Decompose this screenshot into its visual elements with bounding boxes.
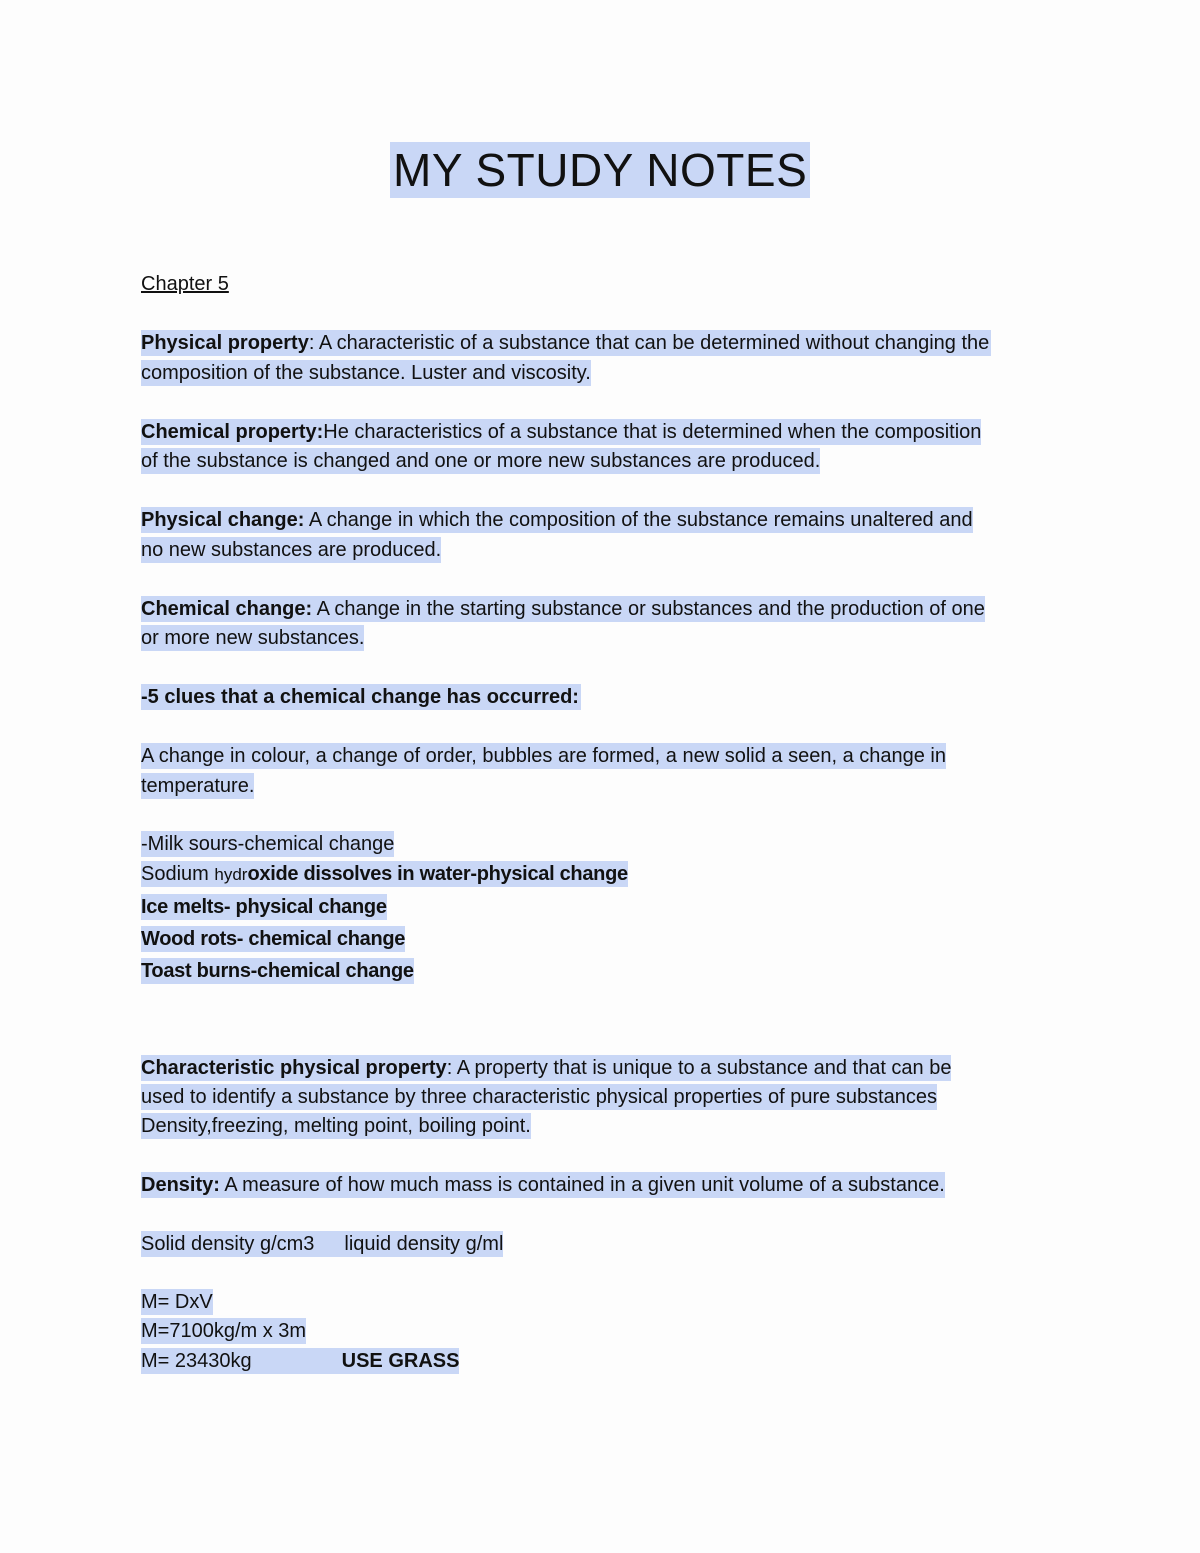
density-line [141,1172,945,1198]
chemical-property-definition: He characteristics of a substance that is determined when the composition [323,421,982,443]
characteristic-line-1 [141,1055,951,1081]
clues-text: A change in colour, a change of order, bubbles are formed, a new solid a seen, a change in [141,745,946,767]
example-toast-line [141,958,414,984]
example-sodium-start: Sodium [141,863,215,885]
example-wood-line [141,926,405,952]
chemical-change-line-1 [141,596,985,622]
characteristic-line-3 [141,1113,531,1139]
characteristic-term: Characteristic physical property [141,1057,447,1079]
chemical-change-line-2 [141,625,364,651]
clues-line-1 [141,743,946,769]
physical-change-line-1 [141,507,973,533]
clues-heading-line [141,684,581,710]
chemical-property-definition-cont: of the substance is changed and one or more new substances are produced. [141,450,821,472]
characteristic-line-2 [141,1084,937,1110]
solid-density-unit: Solid density g/cm3 [141,1233,315,1255]
chemical-change-term: Chemical change: [141,598,313,620]
chemical-property-term: Chemical property: [141,421,324,443]
density-term: Density: [141,1174,220,1196]
clues-line-2 [141,773,254,799]
chemical-property-line-1 [141,419,981,445]
example-milk-line [141,831,394,857]
formula-line-3 [141,1348,459,1374]
formula-result: M= 23430kg [141,1350,252,1372]
characteristic-properties-list: Density,freezing, melting point, boiling point. [141,1115,531,1137]
example-sodium-mid: hydr [214,865,248,884]
page-title: MY STUDY NOTES [390,142,810,198]
formula-line-1 [141,1289,213,1315]
example-milk: -Milk sours-chemical change [141,833,395,855]
example-sodium-line [141,861,628,887]
characteristic-definition-cont: used to identify a substance by three characteristic physical properties of pure substances [141,1086,937,1108]
example-ice: Ice melts- physical change [141,896,387,918]
example-wood: Wood rots- chemical change [141,928,406,950]
chemical-property-line-2 [141,448,820,474]
formula-line-2 [141,1318,306,1344]
example-sodium-end: oxide dissolves in water-physical change [247,863,628,885]
physical-property-line-1 [141,330,991,356]
physical-change-term: Physical change: [141,509,305,531]
physical-property-definition-cont: composition of the substance. Luster and viscosity. [141,362,591,384]
clues-text-cont: temperature. [141,775,255,797]
physical-property-term: Physical property [141,332,309,354]
chapter-label: Chapter 5 [141,273,229,295]
liquid-density-unit: liquid density g/ml [344,1233,504,1255]
formula-substitution: M=7100kg/m x 3m [141,1320,307,1342]
chemical-change-definition: A change in the starting substance or substances and the production of one [312,598,985,620]
physical-change-line-2 [141,537,441,563]
physical-change-definition: A change in which the composition of the substance remains unaltered and [304,509,973,531]
density-units-line [141,1231,503,1257]
example-toast: Toast burns-chemical change [141,960,414,982]
chemical-change-definition-cont: or more new substances. [141,627,365,649]
formula-mass: M= DxV [141,1291,213,1313]
physical-property-line-2 [141,360,591,386]
density-definition: A measure of how much mass is contained in a given unit volume of a substance. [219,1174,945,1196]
example-ice-line [141,894,387,920]
formula-note: USE GRASS [341,1350,460,1372]
chapter-heading [141,271,229,297]
characteristic-definition: : A property that is unique to a substance and that can be [446,1057,952,1079]
clues-heading: -5 clues that a chemical change has occurred: [141,686,579,708]
physical-property-definition: : A characteristic of a substance that can be determined without changing the [308,332,990,354]
physical-change-definition-cont: no new substances are produced. [141,539,442,561]
